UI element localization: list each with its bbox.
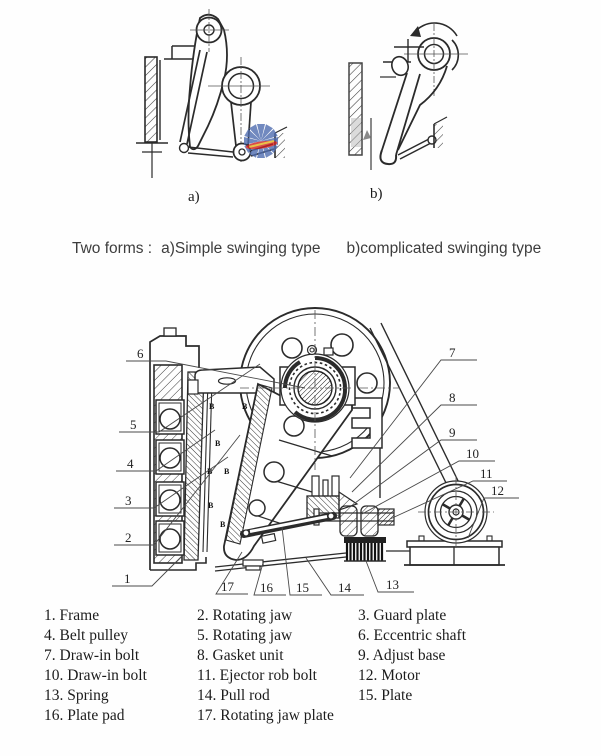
mechanism-b-drawing <box>349 23 468 170</box>
callout-12: 12 <box>491 483 504 498</box>
callout-14: 14 <box>338 580 351 595</box>
callout-5: 5 <box>130 417 137 432</box>
part-item: 17. Rotating jaw plate <box>197 707 334 724</box>
caption-item-b: b)complicated swinging type <box>346 240 542 257</box>
svg-text:B: B <box>207 467 213 476</box>
part-item: 15. Plate <box>358 687 413 704</box>
part-item: 3. Guard plate <box>358 607 447 624</box>
swing-arm-b <box>380 66 447 164</box>
part-item: 9. Adjust base <box>358 647 446 664</box>
callout-6: 6 <box>137 346 144 361</box>
caption-prefix: Two forms : <box>72 240 153 257</box>
mechanism-a-drawing <box>136 9 287 178</box>
draw-in-bolt <box>323 480 328 496</box>
fixed-wall-a <box>145 57 157 142</box>
parts-list <box>44 606 584 726</box>
svg-text:B: B <box>220 520 226 529</box>
callout-10: 10 <box>466 446 479 461</box>
flywheel-hole <box>357 373 377 393</box>
part-item: 11. Ejector rob bolt <box>197 667 317 684</box>
part-item: 4. Belt pulley <box>44 627 128 644</box>
mechanisms-figure <box>0 0 601 232</box>
callout-16: 16 <box>260 580 273 595</box>
svg-text:B: B <box>224 467 230 476</box>
small-arrow <box>363 130 371 140</box>
mechanism-a-label: a) <box>188 189 200 205</box>
draw-in-bolt <box>312 476 319 496</box>
part-item: 10. Draw-in bolt <box>44 667 147 684</box>
spring <box>344 537 410 561</box>
callout-7: 7 <box>449 345 456 360</box>
flywheel-hole <box>282 338 302 358</box>
callout-4: 4 <box>127 456 134 471</box>
caption-item-a: a)Simple swinging type <box>161 240 321 257</box>
motor-pulley <box>418 476 494 548</box>
part-item: 6. Eccentric shaft <box>358 627 467 644</box>
figure-caption <box>72 240 592 258</box>
callout-3: 3 <box>125 493 132 508</box>
svg-text:B: B <box>215 439 221 448</box>
mechanism-b-label: b) <box>370 186 383 202</box>
part-item: 14. Pull rod <box>197 687 270 704</box>
guard-block <box>156 400 184 434</box>
callout-11: 11 <box>480 466 493 481</box>
rotation-arrow <box>414 23 457 36</box>
guard-block <box>156 440 184 474</box>
part-item: 16. Plate pad <box>44 707 125 724</box>
part-item: 8. Gasket unit <box>197 647 284 664</box>
part-item: 2. Rotating jaw <box>197 607 293 624</box>
adjust-mechanism <box>307 476 394 536</box>
flywheel-hole <box>331 334 353 356</box>
callout-8: 8 <box>449 390 456 405</box>
callout-1: 1 <box>124 571 131 586</box>
svg-text:B: B <box>209 402 215 411</box>
crusher-figure <box>0 280 601 606</box>
callout-13: 13 <box>386 577 399 592</box>
svg-text:B: B <box>242 402 248 411</box>
guard-block <box>156 482 184 516</box>
eccentric-b <box>404 23 468 96</box>
right-support-b <box>434 117 447 148</box>
guard-block <box>156 521 184 555</box>
side-bracket <box>352 398 382 448</box>
callout-9: 9 <box>449 425 456 440</box>
callout-17: 17 <box>221 579 234 594</box>
part-item: 12. Motor <box>358 667 420 684</box>
part-item: 1. Frame <box>44 607 100 624</box>
svg-text:B: B <box>208 501 214 510</box>
part-item: 7. Draw-in bolt <box>44 647 140 664</box>
part-item: 13. Spring <box>44 687 109 704</box>
callout-2: 2 <box>125 530 132 545</box>
fixed-jaw-plate <box>184 372 204 560</box>
part-item: 5. Rotating jaw <box>197 627 293 644</box>
draw-in-bolt <box>332 476 339 496</box>
callout-15: 15 <box>296 580 309 595</box>
